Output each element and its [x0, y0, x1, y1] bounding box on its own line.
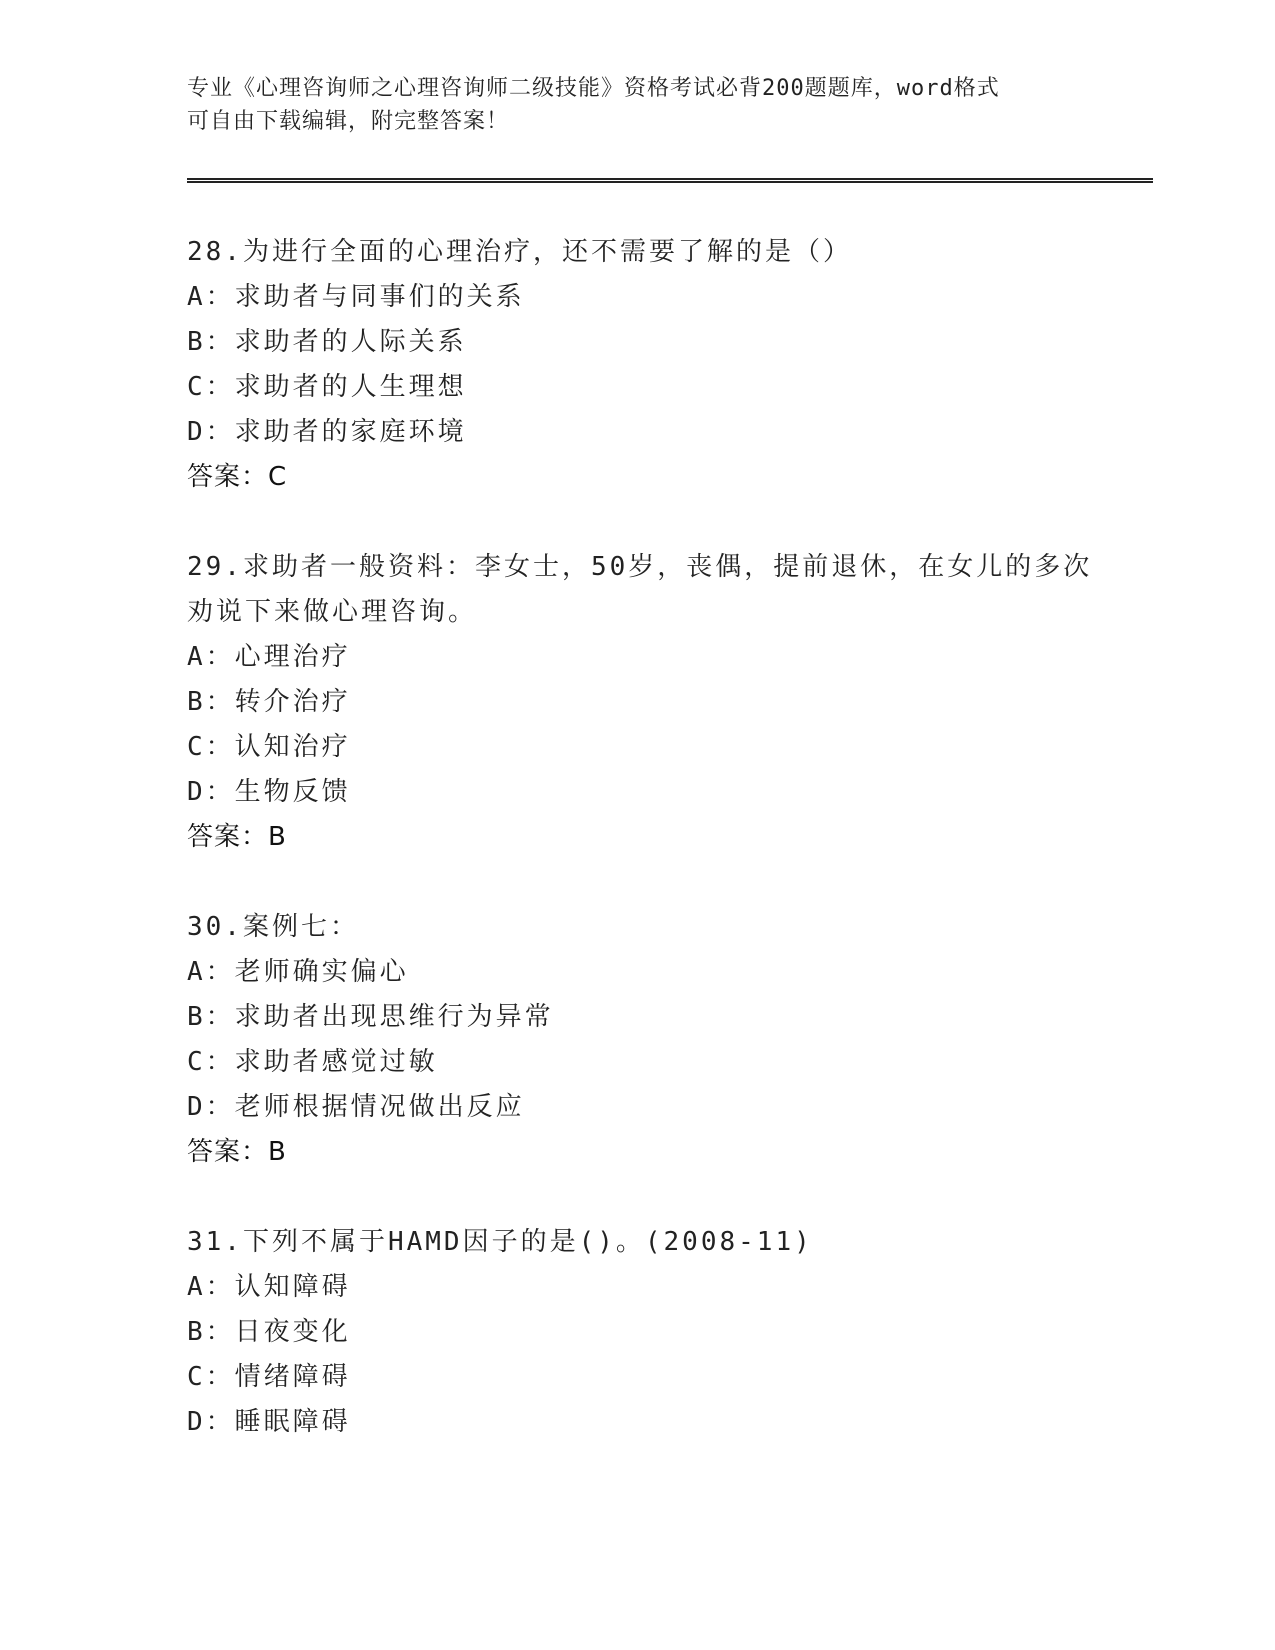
question-28: [187, 230, 1153, 500]
question-30: [187, 905, 1153, 1175]
option-a: A：认知障碍: [187, 1272, 351, 1302]
question-stem-line-2: 劝说下来做心理咨询。: [187, 597, 478, 627]
document-header: [187, 72, 1087, 138]
option-c: C：求助者的人生理想: [187, 372, 467, 402]
question-list: [187, 230, 1153, 1490]
option-a: A：求助者与同事们的关系: [187, 282, 525, 312]
option-d: D：生物反馈: [187, 777, 351, 807]
option-d: D：老师根据情况做出反应: [187, 1092, 525, 1122]
option-b: B：求助者的人际关系: [187, 327, 467, 357]
option-a: A：心理治疗: [187, 642, 351, 672]
question-29: [187, 545, 1153, 860]
answer: 答案：B: [187, 1137, 287, 1167]
answer: 答案：C: [187, 462, 288, 492]
option-d: D：睡眠障碍: [187, 1407, 351, 1437]
option-b: B：求助者出现思维行为异常: [187, 1002, 554, 1032]
option-c: C：认知治疗: [187, 732, 351, 762]
option-b: B：转介治疗: [187, 687, 351, 717]
header-divider: [187, 178, 1153, 183]
option-c: C：情绪障碍: [187, 1362, 351, 1392]
question-stem: 28.为进行全面的心理治疗，还不需要了解的是（）: [187, 237, 852, 267]
question-31: [187, 1220, 1153, 1445]
option-c: C：求助者感觉过敏: [187, 1047, 438, 1077]
option-d: D：求助者的家庭环境: [187, 417, 467, 447]
option-a: A：老师确实偏心: [187, 957, 409, 987]
question-stem: 30.案例七：: [187, 912, 359, 942]
answer: 答案：B: [187, 822, 287, 852]
question-stem-line-1: 29.求助者一般资料：李女士，50岁，丧偶，提前退休，在女儿的多次: [187, 552, 1093, 582]
option-b: B：日夜变化: [187, 1317, 351, 1347]
question-stem: 31.下列不属于HAMD因子的是()。(2008-11): [187, 1227, 813, 1257]
header-line-2: 可自由下载编辑，附完整答案！: [187, 109, 510, 134]
header-line-1: 专业《心理咨询师之心理咨询师二级技能》资格考试必背200题题库，word格式: [187, 76, 1000, 101]
